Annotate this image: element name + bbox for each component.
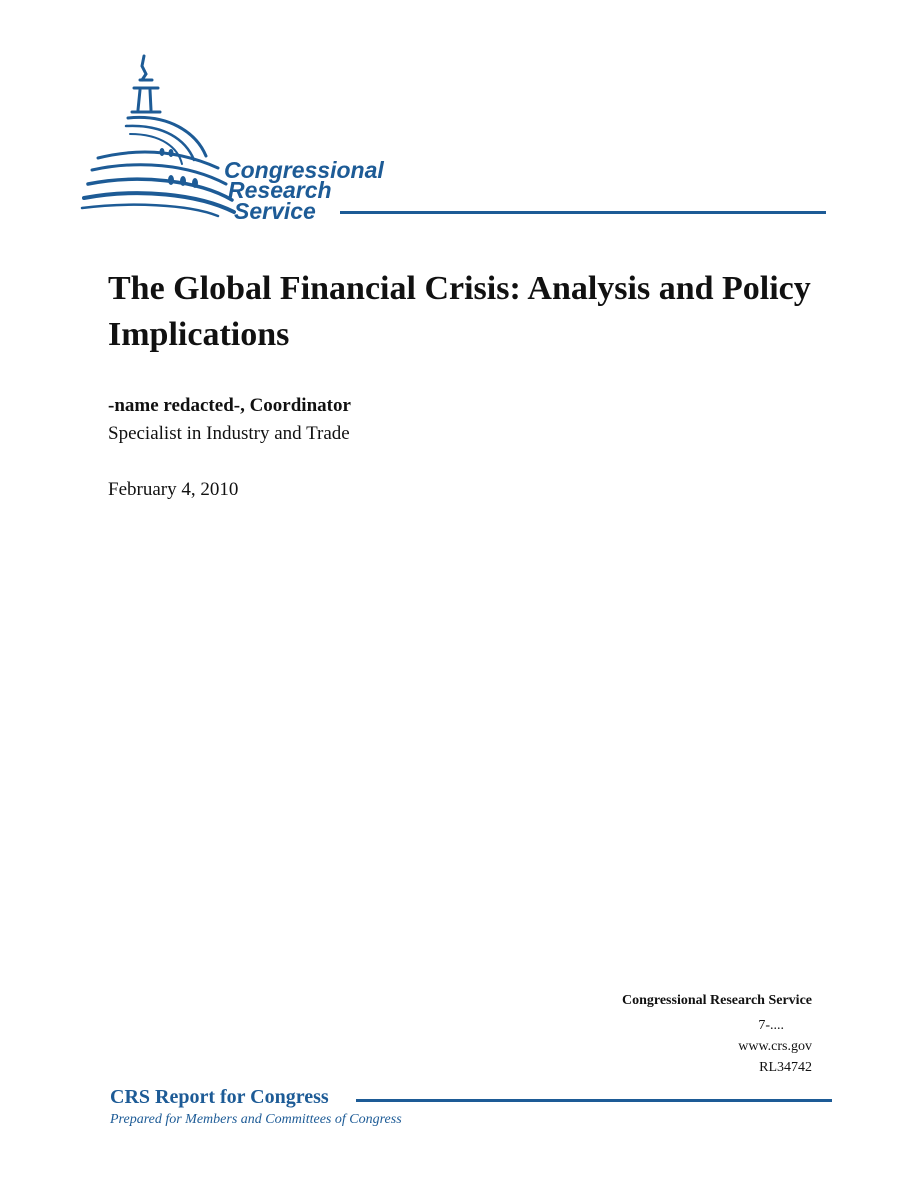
document-title: The Global Financial Crisis: Analysis and Policy Implications <box>108 270 811 353</box>
crs-logo <box>78 52 418 224</box>
logo-text-line3: Service <box>234 198 316 224</box>
document-date: February 4, 2010 <box>108 479 239 500</box>
logo-rule <box>340 211 826 214</box>
publisher-website: www.crs.gov <box>738 1039 812 1054</box>
logo-text-line1: Congressional <box>224 157 384 183</box>
footer-title: CRS Report for Congress <box>110 1086 329 1108</box>
author-role: Specialist in Industry and Trade <box>108 423 350 444</box>
publisher-name: Congressional Research Service <box>621 993 812 1008</box>
publisher-info <box>622 990 812 1078</box>
capitol-dome-icon <box>78 52 418 224</box>
author-name: -name redacted-, Coordinator <box>108 395 351 416</box>
logo-text-line2: Research <box>228 177 332 203</box>
footer-rule <box>356 1099 832 1102</box>
report-number: RL34742 <box>759 1060 812 1075</box>
footer-subtitle: Prepared for Members and Committees of Congress <box>110 1112 402 1127</box>
publisher-phone: 7-.... <box>758 1018 784 1033</box>
